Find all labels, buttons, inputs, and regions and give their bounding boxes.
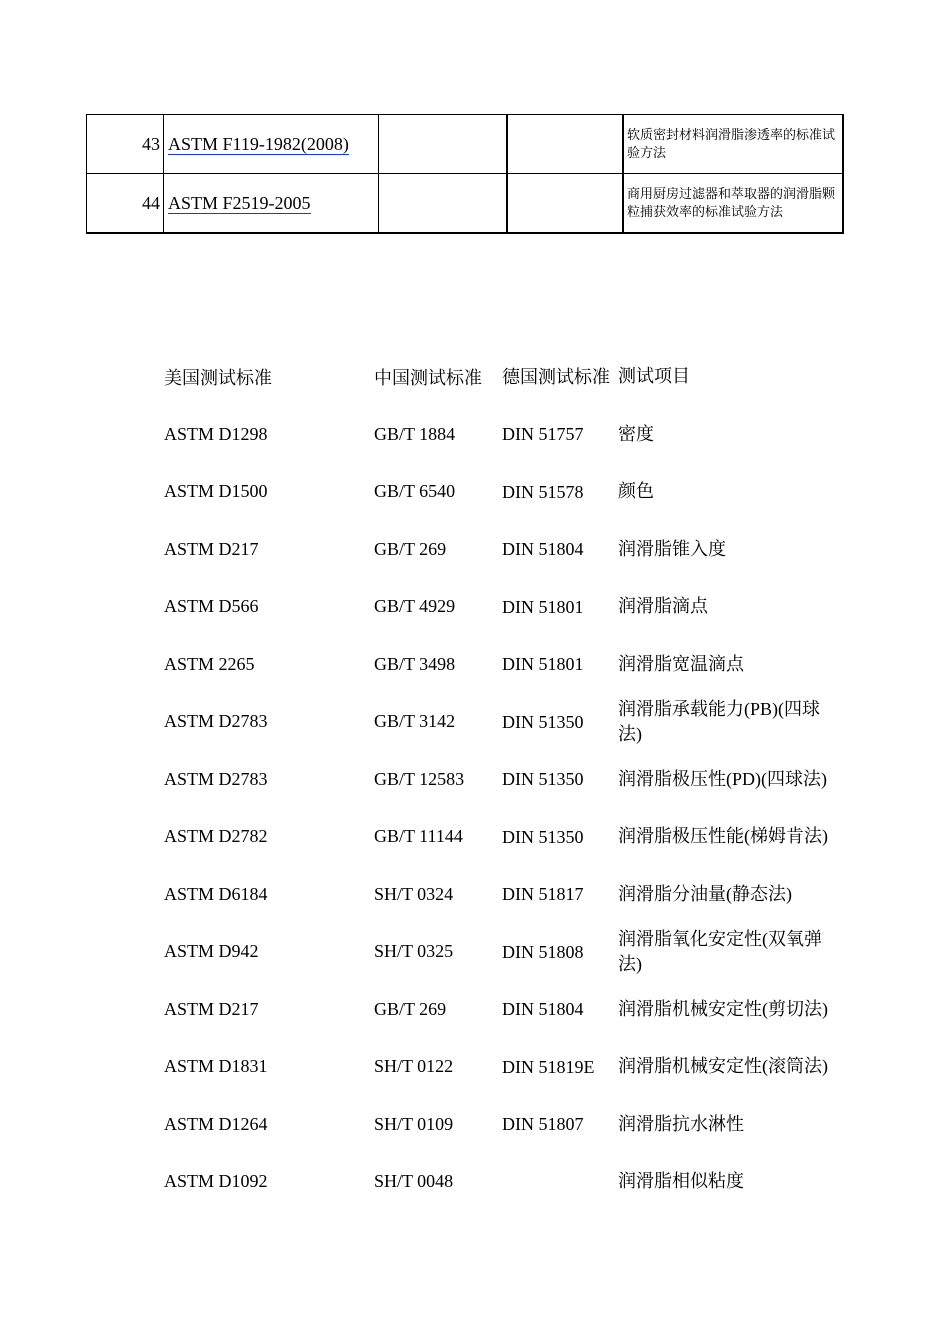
us-standard: ASTM 2265 [164,653,255,674]
us-standard: ASTM D1831 [164,1056,268,1077]
us-standard: ASTM D1500 [164,481,268,502]
us-standard: ASTM D2782 [164,826,268,847]
test-item: 润滑脂滴点 [618,596,708,617]
test-item: 润滑脂承载能力(PB)(四球法) [618,698,820,744]
list-item [164,463,854,521]
us-standard: ASTM D1264 [164,1113,268,1134]
de-standard: DIN 51350 [502,826,584,847]
table-row [87,115,844,174]
test-item: 润滑脂锥入度 [618,538,726,559]
cn-standard: GB/T 269 [374,998,447,1019]
list-item [164,981,854,1039]
list-item [164,923,854,981]
cn-standard: GB/T 6540 [374,481,456,502]
top-standards-table [86,114,844,234]
de-standard: DIN 51807 [502,1114,584,1135]
test-item: 润滑脂极压性能(梯姆肯法) [618,826,828,847]
us-standard: ASTM D1298 [164,423,268,444]
list-item [164,693,854,751]
cn-standard: SH/T 0122 [374,1056,454,1077]
us-standard: ASTM D2783 [164,711,268,732]
us-standard: ASTM D217 [164,538,259,559]
list-item [164,1096,854,1154]
cn-standard: SH/T 0325 [374,941,454,962]
de-standard: DIN 51819E [502,1056,595,1077]
row-number: 43 [87,115,164,174]
de-standard: DIN 51817 [502,884,584,905]
us-standard: ASTM D1092 [164,1171,268,1192]
list-item [164,808,854,866]
test-item: 润滑脂机械安定性(剪切法) [618,998,828,1019]
cn-standard: GB/T 269 [374,538,447,559]
cn-standard: SH/T 0324 [374,883,454,904]
header-us-standard: 美国测试标准 [164,367,272,388]
us-standard: ASTM D2783 [164,768,268,789]
header-row [164,348,854,406]
cn-standard: SH/T 0109 [374,1113,454,1134]
de-standard: DIN 51350 [502,711,584,732]
de-standard: DIN 51350 [502,769,584,790]
de-standard: DIN 51808 [502,941,584,962]
test-item: 润滑脂抗水淋性 [618,1113,744,1134]
de-standard: DIN 51578 [502,481,584,502]
list-item [164,578,854,636]
test-item: 密度 [618,423,654,444]
header-de-standard: 德国测试标准 [502,366,610,387]
cn-standard: GB/T 12583 [374,768,465,789]
test-item: 润滑脂机械安定性(滚筒法) [618,1056,828,1077]
test-item: 颜色 [618,481,654,502]
list-item [164,521,854,579]
test-item: 润滑脂氧化安定性(双氧弹法) [618,928,822,974]
list-item [164,406,854,464]
cn-standard: GB/T 3498 [374,653,456,674]
empty-cell [507,174,623,234]
test-item: 润滑脂极压性(PD)(四球法) [618,768,827,789]
table-row [87,174,844,234]
cn-standard: GB/T 4929 [374,596,456,617]
cn-standard: GB/T 11144 [374,826,463,847]
de-standard: DIN 51757 [502,424,584,445]
us-standard: ASTM D217 [164,998,259,1019]
empty-cell [379,115,508,174]
cn-standard: GB/T 3142 [374,711,456,732]
empty-cell [507,115,623,174]
list-item [164,1153,854,1211]
list-item [164,1038,854,1096]
description-cell: 软质密封材料润滑脂渗透率的标准试验方法 [623,115,843,174]
list-item [164,866,854,924]
test-item: 润滑脂分油量(静态法) [618,883,792,904]
header-test-item: 测试项目 [618,366,690,387]
standard-cell [164,115,379,174]
cn-standard: SH/T 0048 [374,1171,454,1192]
de-standard: DIN 51801 [502,596,584,617]
standard-link[interactable]: ASTM F119-1982(2008) [168,133,349,154]
us-standard: ASTM D942 [164,941,259,962]
test-item: 润滑脂宽温滴点 [618,653,744,674]
de-standard: DIN 51801 [502,654,584,675]
de-standard: DIN 51804 [502,539,584,560]
list-item [164,636,854,694]
us-standard: ASTM D6184 [164,883,268,904]
description-cell: 商用厨房过滤器和萃取器的润滑脂颗粒捕获效率的标准试验方法 [623,174,843,234]
test-item: 润滑脂相似粘度 [618,1171,744,1192]
standard-link[interactable]: ASTM F2519-2005 [168,192,311,213]
cn-standard: GB/T 1884 [374,423,456,444]
row-number: 44 [87,174,164,234]
de-standard: DIN 51804 [502,999,584,1020]
list-item [164,751,854,809]
us-standard: ASTM D566 [164,596,259,617]
standards-comparison-list [164,348,854,1211]
header-cn-standard: 中国测试标准 [374,367,482,388]
empty-cell [379,174,508,234]
standard-cell [164,174,379,234]
